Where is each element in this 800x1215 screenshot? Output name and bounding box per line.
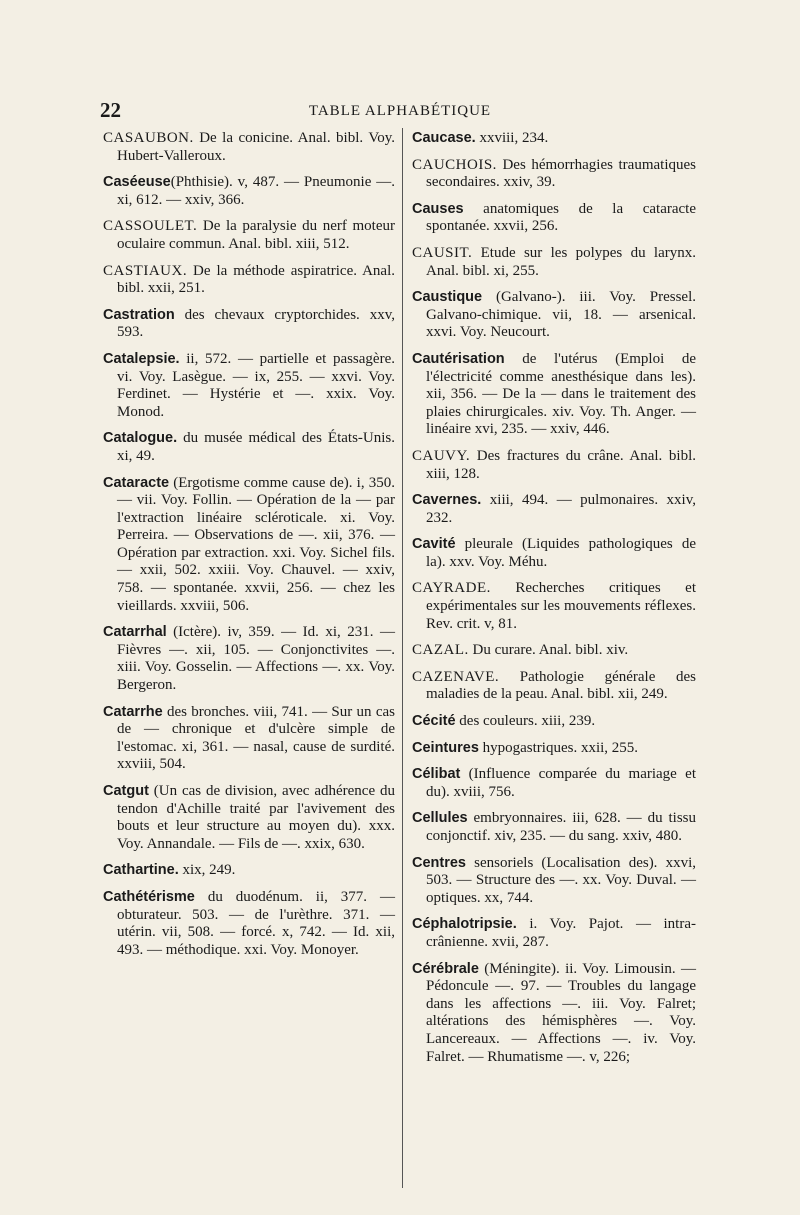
entry-text: (Influence comparée du mariage et du). xviii, 756.	[426, 766, 696, 800]
page-number: 22	[100, 98, 121, 122]
entry-headword: Cérébrale	[412, 960, 479, 977]
index-entry	[412, 492, 696, 527]
index-entry	[103, 351, 395, 421]
entry-text: pleurale (Liquides pathologiques de la). xxv. Voy. Méhu.	[426, 536, 696, 570]
entry-text: du musée médical des États-Unis. xi, 49.	[117, 430, 395, 464]
entry-headword: CAUVY.	[412, 447, 471, 464]
index-entry	[103, 174, 395, 209]
entry-headword: Caséeuse	[103, 174, 171, 191]
entry-headword: Cathétérisme	[103, 888, 195, 905]
entry-headword: Catarrhal	[103, 624, 167, 641]
index-entry	[103, 704, 395, 774]
entry-headword: CAZAL.	[412, 642, 469, 659]
left-column	[103, 130, 395, 1195]
index-entry	[412, 351, 696, 439]
entry-text: (Méningite). ii. Voy. Limousin. — Pédoncule —. 97. — Troubles du langage dans les affections —. iii. Voy. Falret; altérations des hémisphères —. Voy. Lancereaux. — Affections —. iv. Voy. Falret. — Rhumatisme —. v, 226;	[426, 960, 696, 1065]
entry-text: Des hémorrhagies traumatiques secondaires. xxiv, 39.	[426, 156, 696, 191]
index-entry	[412, 810, 696, 845]
entry-headword: Célibat	[412, 766, 461, 783]
entry-text: Des fractures du crâne. Anal. bibl. xiii, 128.	[426, 447, 696, 482]
entry-headword: Cathartine.	[103, 862, 179, 879]
entry-text: xix, 249.	[178, 862, 236, 879]
entry-headword: Céphalotripsie.	[412, 916, 517, 933]
entry-headword: Cavité	[412, 536, 456, 553]
index-entry	[412, 130, 696, 148]
entry-text: xiii, 494. — pulmonaires. xxiv, 232.	[426, 492, 696, 526]
entry-headword: Caucase.	[412, 130, 476, 146]
entry-text: des chevaux cryptorchides. xxv, 593.	[117, 306, 395, 341]
entry-headword: Castration	[103, 306, 175, 323]
entry-text: des bronches. viii, 741. — Sur un cas de — chronique et d'ulcère simple de l'estomac. xi, 361. — nasal, cause de surdité. xxviii, 504.	[117, 703, 395, 773]
entry-headword: Ceintures	[412, 739, 479, 756]
entry-headword: Cellules	[412, 810, 468, 827]
index-entry	[412, 536, 696, 571]
entry-headword: CASAUBON.	[103, 130, 194, 146]
entry-text: (Ergotisme comme cause de). i, 350. — vii. Voy. Follin. — Opération de la — par l'extraction linéaire scléroticale. xi. Voy. Perreira. — Observations de —. xii, 376. — Opération par extraction. xxi. Voy. Sichel fils. — xxii, 502. xxiii. Voy. Chauvel. — xxiv, 758. — spontanée. xxvii, 256. — chez les vieillards. xxviii, 506.	[117, 474, 395, 614]
entry-headword: Catgut	[103, 783, 149, 799]
index-entry	[103, 475, 395, 616]
index-entry	[412, 642, 696, 660]
entry-text: De la paralysie du nerf moteur oculaire commun. Anal. bibl. xiii, 512.	[117, 218, 395, 252]
index-entry	[103, 307, 395, 342]
index-entry	[103, 862, 395, 880]
entry-text: Pathologie générale des maladies de la peau. Anal. bibl. xii, 249.	[426, 668, 696, 703]
entry-text: de l'utérus (Emploi de l'électricité comme anesthésique dans les). xii, 356. — De la — dans le traitement des plaies chirurgicales. xiv. Voy. Th. Anger. — linéaire xvi, 235. — xxiv, 446.	[426, 350, 696, 438]
entry-text: Du curare. Anal. bibl. xiv.	[468, 642, 629, 659]
entry-text: du duodénum. ii, 377. — obturateur. 503. — de l'urèthre. 371. — utérin. vii, 508. — forcé. x, 742. — Id. xii, 493. — méthodique. xxi. Voy. Monoyer.	[117, 888, 395, 958]
index-entry	[412, 669, 696, 704]
entry-text: embryonnaires. iii, 628. — du tissu conjonctif. xiv, 235. — du sang. xxiv, 480.	[426, 810, 696, 844]
entry-text: De la méthode aspiratrice. Anal. bibl. xxii, 251.	[117, 262, 395, 297]
entry-text: sensoriels (Localisation des). xxvi, 503. — Structure des —. xx. Voy. Duval. — optiques. xx, 744.	[426, 854, 696, 906]
entry-headword: Cautérisation	[412, 350, 505, 367]
entry-text: Recherches critiques et expérimentales sur les mouvements réflexes. Rev. crit. v, 81.	[426, 580, 696, 632]
index-entry	[412, 855, 696, 908]
entry-text: i. Voy. Pajot. — intra-crânienne. xvii, 287.	[426, 916, 696, 950]
index-entry	[412, 448, 696, 483]
index-entry	[412, 961, 696, 1067]
index-entry	[412, 157, 696, 192]
entry-text: anatomiques de la cataracte spontanée. xxvii, 256.	[426, 200, 696, 235]
index-entry	[412, 916, 696, 951]
entry-text: des couleurs. xiii, 239.	[455, 713, 596, 730]
entry-headword: CAUSIT.	[412, 244, 473, 261]
entry-text: (Ictère). iv, 359. — Id. xi, 231. — Fièvres —. xii, 105. — Conjonctivites —. xiii. Voy. Gosselin. — Affections —. xx. Voy. Bergeron.	[117, 624, 395, 694]
entry-text: De la conicine. Anal. bibl. Voy. Hubert-Valleroux.	[117, 130, 395, 164]
index-entry	[103, 263, 395, 298]
entry-headword: Cavernes.	[412, 492, 482, 509]
entry-headword: Caustique	[412, 289, 483, 306]
entry-headword: Causes	[412, 200, 464, 217]
column-divider	[402, 128, 403, 1188]
entry-text: ii, 572. — partielle et passagère. vi. Voy. Lasègue. — ix, 255. — xxvi. Voy. Ferdinet. — Hystérie et —. xxix. Voy. Monod.	[117, 350, 395, 420]
index-entry	[412, 766, 696, 801]
entry-text: xxviii, 234.	[475, 130, 549, 146]
index-entry	[412, 740, 696, 758]
entry-headword: CASTIAUX.	[103, 262, 188, 279]
index-entry	[412, 201, 696, 236]
entry-headword: Cataracte	[103, 474, 170, 491]
entry-text: (Un cas de division, avec adhérence du tendon d'Achille traité par l'avivement des bouts et leur structure au moyen du). xxx. Voy. Annandale. — Fils de —. xxix, 630.	[117, 783, 395, 852]
entry-text: hypogastriques. xxii, 255.	[478, 739, 639, 756]
entry-text: (Phthisie). v, 487. — Pneumonie —. xi, 612. — xxiv, 366.	[117, 174, 395, 208]
index-entry	[103, 624, 395, 694]
entry-headword: CAYRADE.	[412, 580, 491, 597]
entry-headword: Catalepsie.	[103, 350, 180, 367]
entry-headword: CAZENAVE.	[412, 668, 500, 685]
index-entry	[412, 289, 696, 342]
entry-text: Etude sur les polypes du larynx. Anal. bibl. xi, 255.	[426, 244, 696, 279]
right-column	[412, 130, 696, 1195]
index-entry	[103, 889, 395, 959]
index-entry	[412, 713, 696, 731]
index-entry	[412, 580, 696, 633]
entry-headword: CAUCHOIS.	[412, 156, 497, 173]
entry-headword: CASSOULET.	[103, 218, 198, 235]
index-entry	[103, 218, 395, 253]
entry-headword: Catalogue.	[103, 430, 178, 447]
entry-headword: Centres	[412, 854, 466, 871]
entry-text: (Galvano-). iii. Voy. Pressel. Galvano-chimique. vii, 18. — arsenical. xxvi. Voy. Neucourt.	[426, 289, 696, 341]
entry-headword: Catarrhe	[103, 703, 163, 720]
index-entry	[103, 130, 395, 165]
index-entry	[103, 430, 395, 465]
running-title: TABLE ALPHABÉTIQUE	[308, 103, 492, 119]
index-entry	[412, 245, 696, 280]
index-entry	[103, 783, 395, 853]
entry-headword: Cécité	[412, 713, 456, 730]
